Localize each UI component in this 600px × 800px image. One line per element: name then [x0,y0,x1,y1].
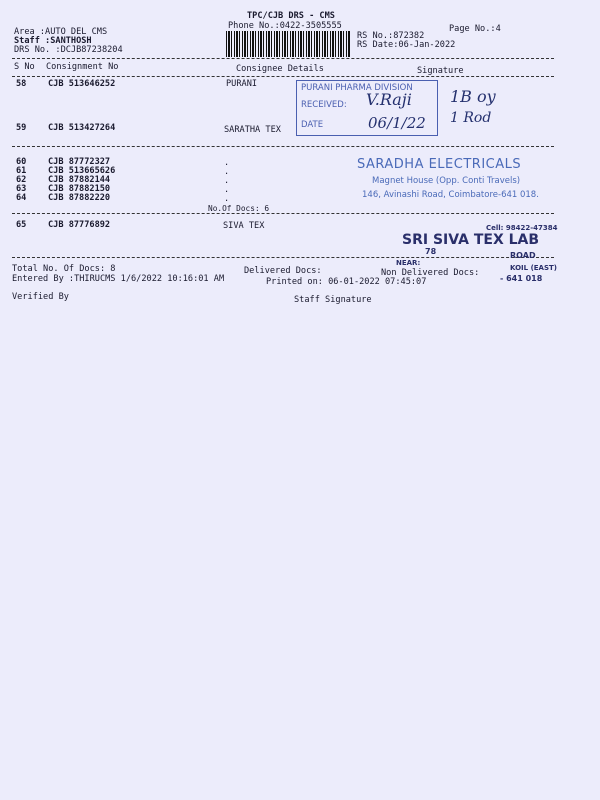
column-signature: Signature [417,66,464,76]
page-number: Page No.:4 [449,24,501,34]
row-sno: 61 [16,166,27,176]
divider [12,257,554,258]
staff-field: Staff :SANTHOSH [14,36,92,46]
row-consignee: . [224,176,230,186]
handwritten-date: 06/1/22 [368,114,426,132]
non-delivered-docs: Non Delivered Docs: [381,268,480,278]
row-consignment: CJB 513665626 [48,166,116,176]
saradha-stamp-address: Magnet House (Opp. Conti Travels) [372,176,521,186]
row-sno: 62 [16,175,27,185]
entered-by: Entered By :THIRUCMS 1/6/2022 10:16:01 AM [12,274,225,284]
rs-number: RS No.:872382 [357,31,425,41]
row-consignee: SIVA TEX [223,221,265,231]
printed-on: Printed on: 06-01-2022 07:45:07 [266,277,427,287]
row-sno: 63 [16,184,27,194]
row-consignee: PURANI [226,79,258,89]
row-consignee: . [224,167,230,177]
siva-stamp-number: 78 [425,247,437,256]
row-consignment: CJB 87882144 [48,175,111,185]
verified-by: Verified By [12,292,69,302]
row-sno: 59 [16,123,27,133]
divider [12,76,554,77]
total-docs: Total No. Of Docs: 8 [12,264,116,274]
group-doc-count: No.Of Docs: 6 [208,204,270,213]
divider [12,58,554,59]
row-consignment: CJB 87772327 [48,157,111,167]
row-consignment: CJB 513646252 [48,79,116,89]
siva-stamp-road: ROAD [510,251,536,260]
siva-stamp-cell: Cell: 98422-47384 [486,224,558,232]
saradha-stamp-address: 146, Avinashi Road, Coimbatore-641 018. [362,190,539,200]
phone-number: Phone No.:0422-3505555 [228,21,342,31]
rs-date: RS Date:06-Jan-2022 [357,40,456,50]
row-consignment: CJB 513427264 [48,123,116,133]
row-sno: 60 [16,157,27,167]
barcode [226,31,350,57]
row-sno: 64 [16,193,27,203]
area-field: Area :AUTO DEL CMS [14,27,108,37]
row-consignee: . [224,194,230,204]
siva-stamp-extra: KOIL (EAST) [510,264,557,272]
row-consignee: . [224,158,230,168]
row-consignment: CJB 87882220 [48,193,111,203]
drs-number: DRS No. :DCJB87238204 [14,45,123,55]
row-consignment: CJB 87882150 [48,184,111,194]
stamp-date-label: DATE [301,120,324,130]
siva-stamp-near: NEAR: [396,259,421,267]
stamp-company: PURANI PHARMA DIVISION [301,83,413,93]
stamp-received-label: RECEIVED: [301,100,347,110]
delivered-docs: Delivered Docs: [244,266,322,276]
row-consignee: SARATHA TEX [224,125,281,135]
saradha-stamp-name: SARADHA ELECTRICALS [357,157,522,172]
handwritten-received: V.Raji [366,90,412,109]
column-consignment: Consignment No [46,62,119,72]
column-sno: S No [14,62,35,72]
divider [12,213,554,214]
siva-stamp-city: - 641 018 [500,274,543,283]
staff-signature: Staff Signature [294,295,372,305]
column-consignee: Consignee Details [236,64,324,74]
divider [12,146,554,147]
handwritten-note: 1B oy [450,87,496,106]
handwritten-note: 1 Rod [450,110,492,126]
row-consignment: CJB 87776892 [48,220,111,230]
row-consignee: . [224,185,230,195]
row-sno: 65 [16,220,27,230]
siva-stamp-name: SRI SIVA TEX LAB [402,232,540,248]
row-sno: 58 [16,79,27,89]
report-title: TPC/CJB DRS - CMS [247,11,335,21]
